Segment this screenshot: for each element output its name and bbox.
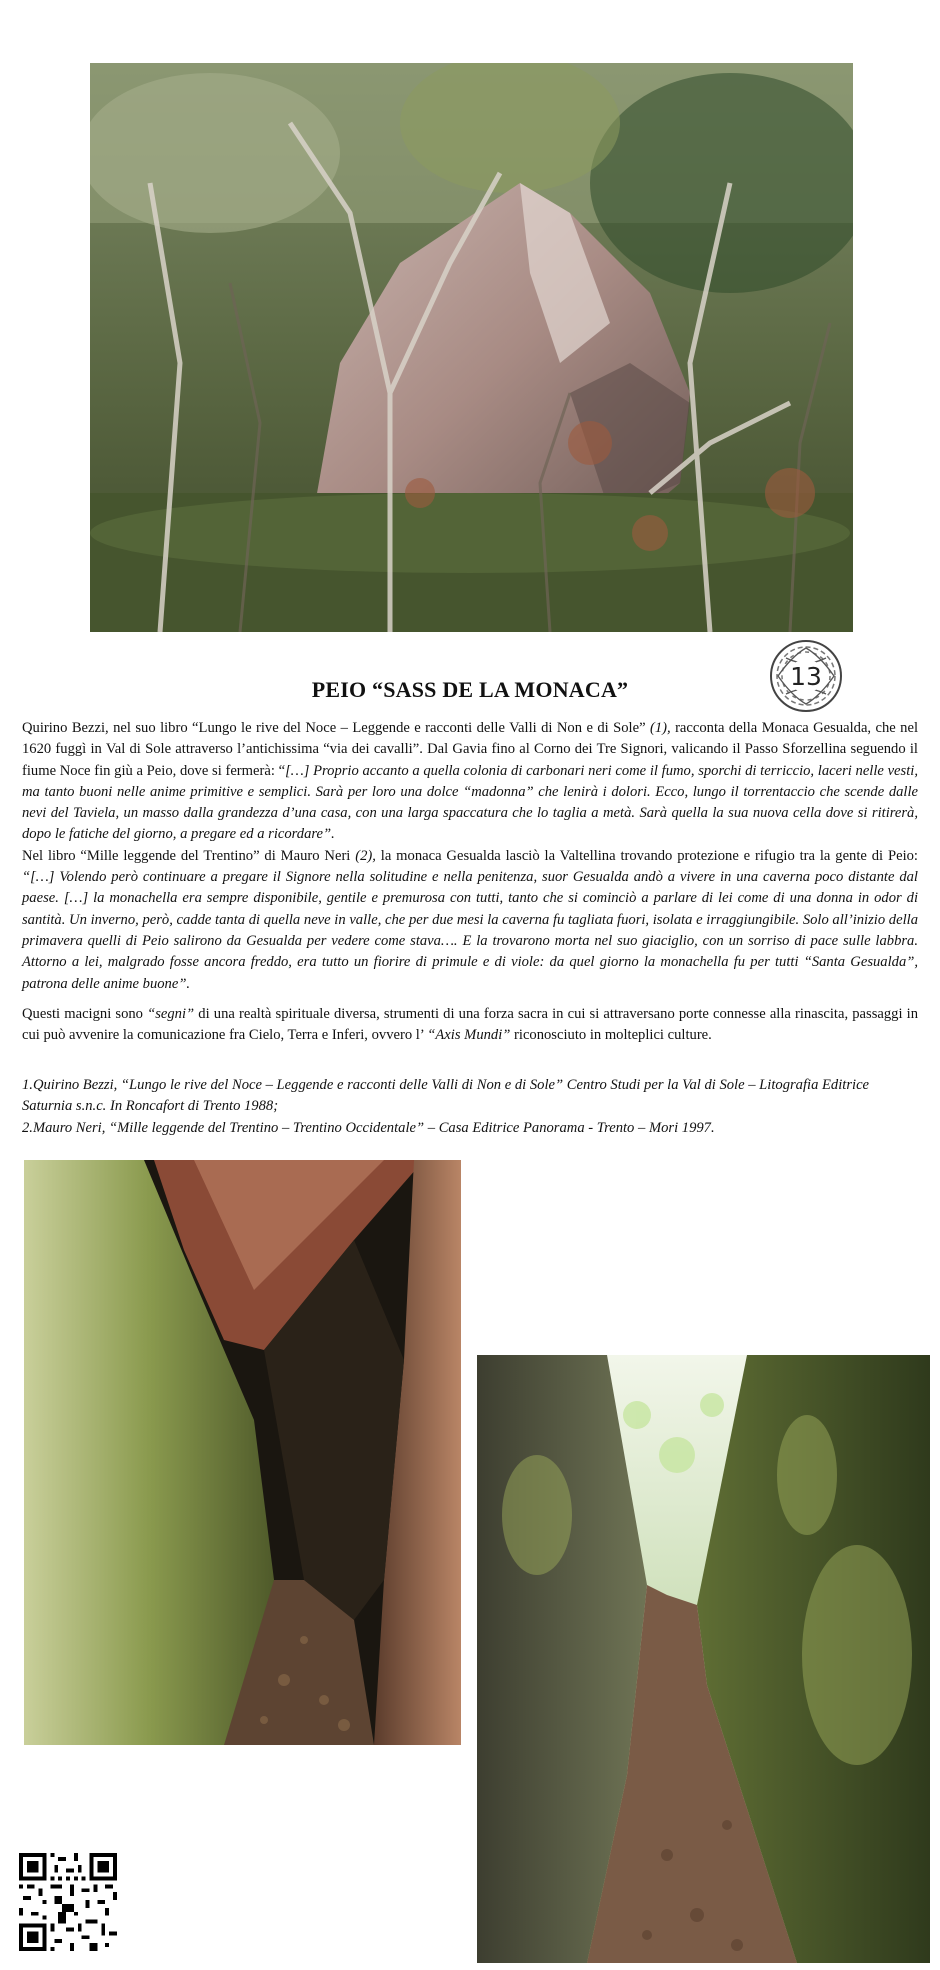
boulder-forest-photo: [90, 63, 853, 632]
text-segment: Quirino Bezzi, nel suo libro “Lungo le rive del Noce – Leggende e racconti delle Valli di Non e di Sole”: [22, 720, 650, 736]
page-title: PEIO “SASS DE LA MONACA”: [311, 677, 629, 702]
text-segment: la monaca Gesualda lasciò la Valtellina trovando protezione e rifugio tra la gente di Peio:: [375, 847, 918, 864]
text-segment: “Axis Mundi”: [427, 1027, 511, 1044]
rock-crevice-photo: [24, 1160, 461, 1745]
paragraph-neri: [22, 846, 918, 995]
paragraph-axis-mundi: [22, 1004, 918, 1047]
text-segment: racconta della Monaca Gesualda, che nel 1620 fuggì in Val di Sole attraverso l’antichissima “via dei cavalli”. Dal Gavia fino al Corno dei Tre Signori, valicando il Passo Sforzellina seguendo il fiume Noce fin giù a Peio, dove si fermerà: “: [22, 720, 918, 779]
text-segment: di una realtà spirituale diversa, strumenti di una forza sacra in cui si attraversano porte connesse alla rinascita, passaggi in cui può avvenire la comunicazione fra Cielo, Terra e Inferi, ovvero l’: [22, 1006, 918, 1044]
mossy-passage-photo: [477, 1355, 930, 1963]
text-segment: Nel libro “Mille leggende del Trentino” di Mauro Neri: [22, 847, 356, 864]
footnote: 2.Mauro Neri, “Mille leggende del Trentino – Trentino Occidentale” – Casa Editrice Panorama - Trento – Mori 1997.: [22, 1119, 715, 1136]
text-segment: “segni”: [147, 1006, 195, 1022]
text-segment: riconosciuto in molteplici culture.: [510, 1027, 712, 1044]
text-segment: Questi macigni sono: [22, 1006, 148, 1022]
qr-code-icon: [19, 1853, 117, 1951]
badge-number: 13: [790, 661, 822, 691]
text-segment: “[…] Volendo però continuare a pregare il Signore nella solitudine e nella penitenza, suor Gesualda andò a vivere in una caverna poco distante dal paese. […] la monachella era sempre disponibile, gentile e premurosa con tutti, tanto che si cominciò a parlare di lei come di una donna in odor di santità. Un inverno, però, cadde tanta di quella neve in valle, che per due mesi la caverna fu tagliata fuori, isolata e irraggiungibile. Solo all’inizio della primavera quelli di Peio salirono da Gesualda per vedere come stava…. E la trovarono morta nel suo giaciglio, con un sorriso di pace sulle labbra. Attorno a lei, malgrado fosse ancora freddo, era tutto un fiorire di primule e di viole: da quel giorno la monachella fu per tutti “Santa Gesualda”, patrona delle anime buone”.: [22, 869, 918, 992]
text-segment: (2),: [355, 847, 376, 864]
text-segment: […] Proprio accanto a quella colonia di carbonari neri come il fumo, sporchi di terriccio, laceri nelle vesti, ma tanto buoni nelle anime primitive e semplici. Sarà per loro una dolce “madonna” che lenirà i dolori. Ecco, lungo il torrentaccio che scende dalle nevi del Taviela, un masso dalla grandezza d’una casa, con una larga spaccatura che lo taglia a metà. Sarà quella la sua nuova cella dove si ritirerà, dopo le fatiche del giorno, a pregare ed a ricordare”.: [22, 762, 918, 843]
text-segment: (1),: [649, 720, 671, 736]
footnote: 1.Quirino Bezzi, “Lungo le rive del Noce – Leggende e racconti delle Valli di Non e di Sole” Centro Studi per la Val di Sole – Litografia Editrice Saturnia s.n.c. In Roncafort di Trento 1988;: [22, 1077, 870, 1115]
qr-code[interactable]: [19, 1853, 117, 1951]
axis-mundi-text: [22, 1004, 918, 1047]
footnotes: [22, 1075, 918, 1139]
paragraph-bezzi: [22, 718, 918, 846]
story-text: [22, 718, 918, 995]
